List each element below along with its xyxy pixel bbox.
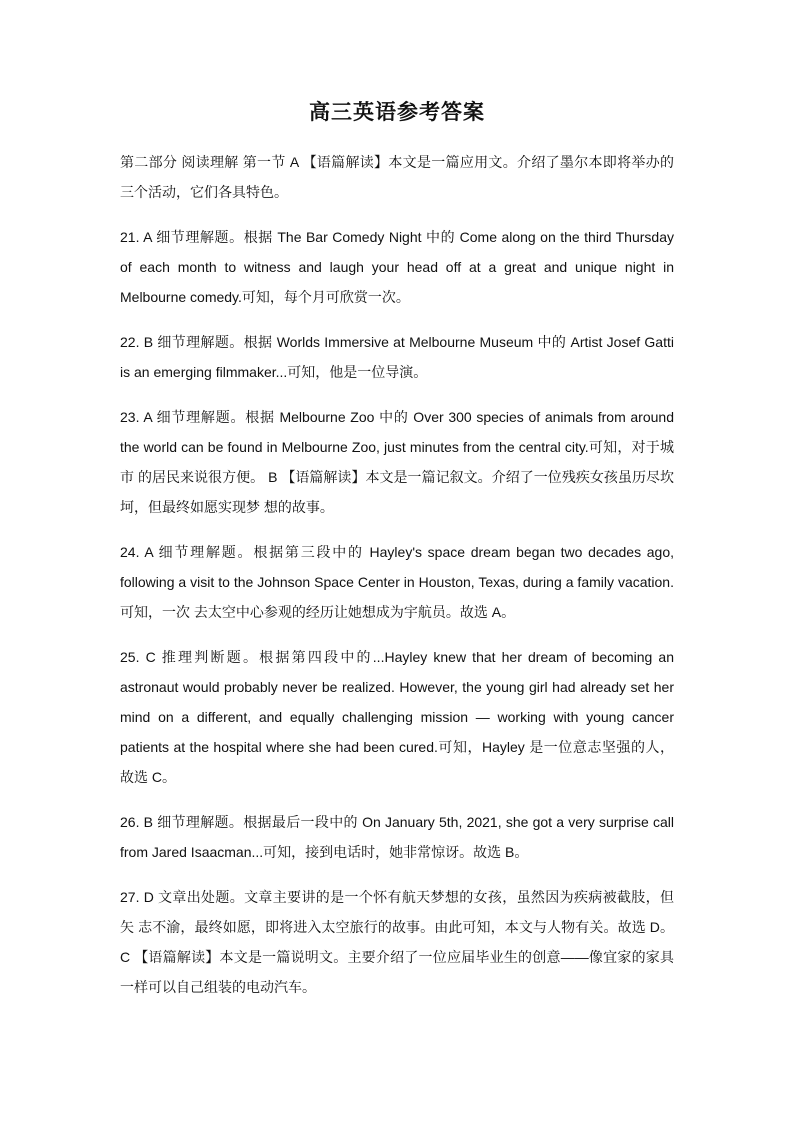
answer-23-paragraph: 23. A 细节理解题。根据 Melbourne Zoo 中的 Over 300 species of animals from around the world can be found in Melbourne Zoo, just minutes from the central city.可知，对于城市 的居民来说很方便。 B 【语篇解读】本文是一篇记叙文。介绍了一位残疾女孩虽历尽坎坷，但最终如愿实现梦 想的故事。	[120, 409, 674, 515]
answer-27-paragraph: 27. D 文章出处题。文章主要讲的是一个怀有航天梦想的女孩，虽然因为疾病被截肢，但矢 志不渝，最终如愿，即将进入太空旅行的故事。由此可知，本文与人物有关。故选 D。 C 【语篇解读】本文是一篇说明文。主要介绍了一位应届毕业生的创意——像宜家的家具 一样可以自己组装的电动汽车。	[120, 889, 674, 995]
section-intro-paragraph: 第二部分 阅读理解 第一节 A 【语篇解读】本文是一篇应用文。介绍了墨尔本即将举办的三个活动，它们各具特色。	[120, 154, 674, 200]
answer-21-paragraph: 21. A 细节理解题。根据 The Bar Comedy Night 中的 Come along on the third Thursday of each month to witness and laugh your head off at a great and unique night in Melbourne comedy.可知，每个月可欣赏一次。	[120, 229, 674, 305]
answer-25-paragraph: 25. C 推理判断题。根据第四段中的...Hayley knew that her dream of becoming an astronaut would probably never be realized. However, the young girl had already set her mind on a different, and equally challenging mission — working with young cancer patients at the hospital where she had been cured.可知，Hayley 是一位意志坚强的人，故选 C。	[120, 649, 674, 785]
answer-26-paragraph: 26. B 细节理解题。根据最后一段中的 On January 5th, 2021, she got a very surprise call from Jared Isaacman...可知，接到电话时，她非常惊讶。故选 B。	[120, 814, 674, 860]
answer-24-paragraph: 24. A 细节理解题。根据第三段中的 Hayley's space dream began two decades ago, following a visit to the Johnson Space Center in Houston, Texas, during a family vacation.可知，一次 去太空中心参观的经历让她想成为宇航员。故选 A。	[120, 544, 674, 620]
document-body	[120, 147, 674, 1017]
document-title: 高三英语参考答案	[309, 101, 485, 124]
answer-22-paragraph: 22. B 细节理解题。根据 Worlds Immersive at Melbourne Museum 中的 Artist Josef Gatti is an emerging filmmaker...可知，他是一位导演。	[120, 334, 674, 380]
